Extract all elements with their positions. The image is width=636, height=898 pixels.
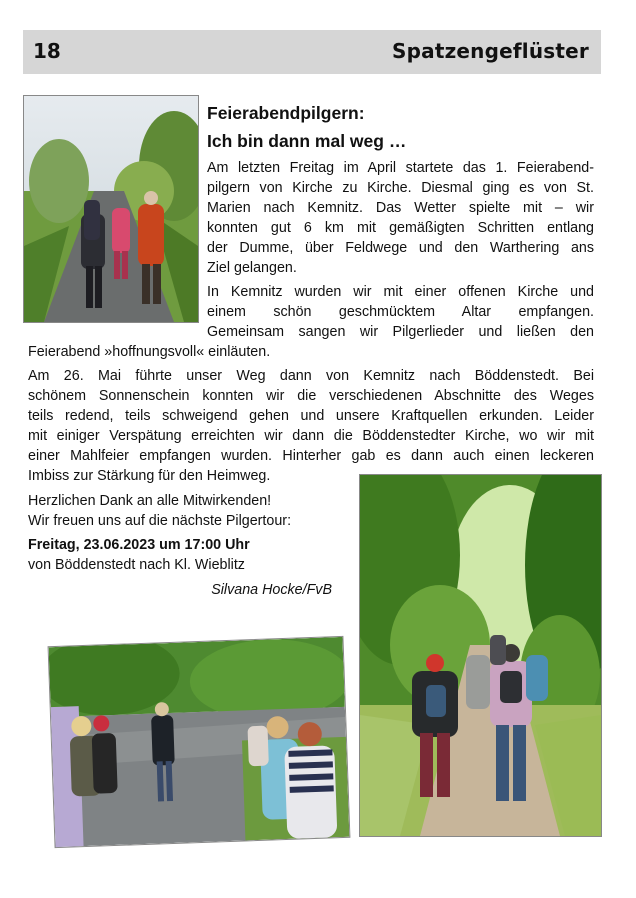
paragraph-line: Am 26. Mai führte unser Weg dann von Kemnitz nach Böddenstedt. Bei [28,368,594,384]
paragraph-line: In Kemnitz wurden wir mit einer offenen Kirche und [207,284,594,300]
author-signature: Silvana Hocke/FvB [211,582,332,598]
page-header [23,30,601,74]
paragraph-line: Am letzten Freitag im April startete das 1. Feierabend- [207,160,594,176]
paragraph-line: teils redend, teils schweigend gehen und unsere Kraftquellen erkunden. Leider [28,408,594,424]
article-title: Feierabendpilgern: [207,103,365,123]
photo-forest-path-group [359,474,602,837]
publication-title: Spatzengeflüster [392,39,589,63]
page-number: 18 [33,39,61,63]
photo-pilgrims-walking-path [23,95,199,323]
article-subtitle: Ich bin dann mal weg … [207,131,407,151]
paragraph-line: Marien nach Kemnitz. Das Wetter spielte mit – wir [207,200,594,216]
paragraph-line: konnten gut 6 km mit gemäßigten Schritten entlang [207,220,594,236]
paragraph-line: Imbiss zur Stärkung für den Heimweg. [28,468,271,484]
next-tour-date: Freitag, 23.06.2023 um 17:00 Uhr [28,537,250,553]
paragraph-line: einem schön geschmücktem Altar empfangen. [207,304,594,320]
paragraph-line: der Dumme, über Feldwege und den Warthering ans [207,240,594,256]
paragraph-line: Gemeinsam sangen wir Pilgerlieder und ließen den [207,324,594,340]
next-tour-route: von Böddenstedt nach Kl. Wieblitz [28,557,245,573]
paragraph-line: mit einiger Verspätung erreichten wir dann die Böddenstedter Kirche, wo wir mit [28,428,594,444]
paragraph-line: einer Mahlfeier empfangen wurden. Hinterher gab es dann auch einen leckeren [28,448,594,464]
paragraph-line: Feierabend »hoffnungsvoll« einläuten. [28,344,271,360]
paragraph-line: Ziel gelangen. [207,260,297,276]
thanks-line: Herzlichen Dank an alle Mitwirkenden! [28,493,272,509]
paragraph-line: schönem Sonnenschein konnten wir die verschiedenen Abschnitte des Weges [28,388,594,404]
photo-group-on-road [48,636,351,848]
paragraph-line: pilgern von Kirche zu Kirche. Diesmal ging es von St. [207,180,594,196]
next-tour-intro: Wir freuen uns auf die nächste Pilgertour: [28,513,292,529]
